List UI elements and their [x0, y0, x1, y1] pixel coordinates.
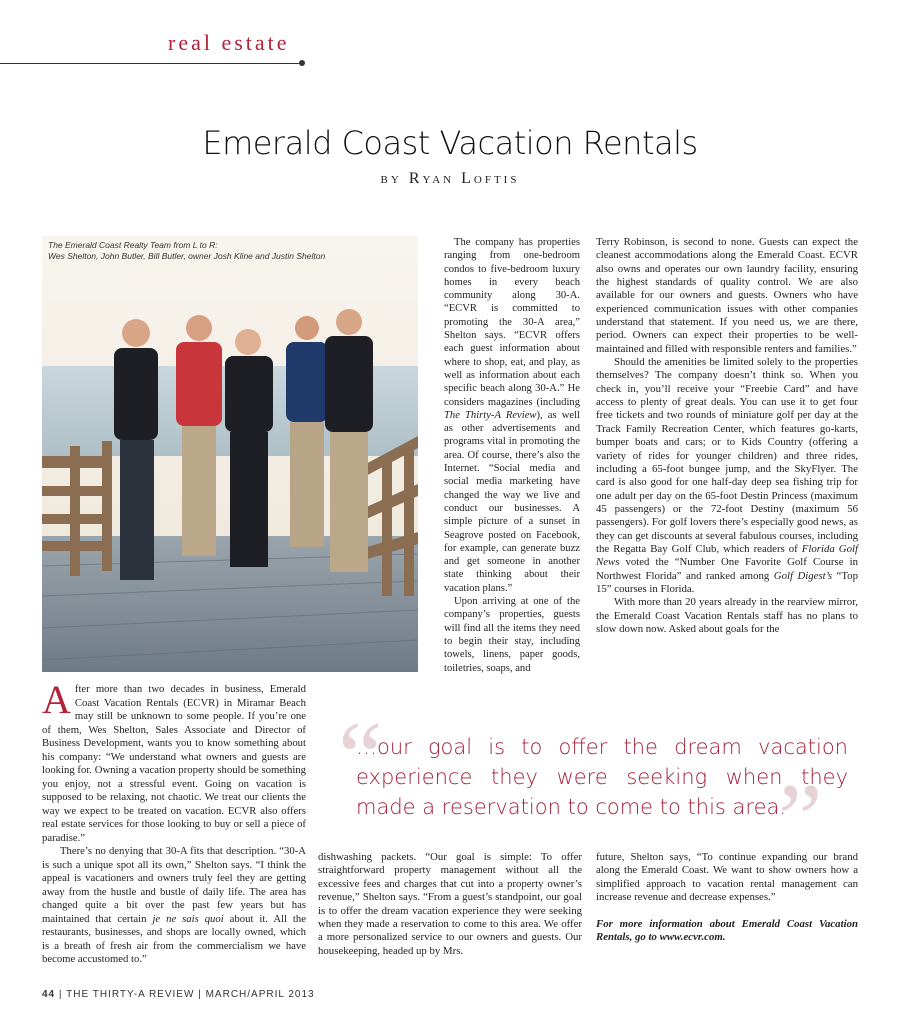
- article-column-middle-bottom: [318, 851, 582, 958]
- photo-caption: [48, 240, 348, 262]
- publication-name: The Thirty-A Review: [444, 409, 537, 421]
- photo-caption-line: The Emerald Coast Realty Team from L to R:: [48, 240, 218, 250]
- article-paragraph: [596, 356, 858, 596]
- article-paragraph: [42, 677, 306, 845]
- section-label: real estate: [168, 30, 290, 55]
- section-divider-dot: [299, 60, 305, 66]
- drop-cap: A: [42, 677, 71, 722]
- article-title: Emerald Coast Vacation Rentals: [202, 124, 698, 162]
- text-run: “Top 15” courses in Florida.: [596, 569, 858, 595]
- team-photo-illustration: [42, 236, 418, 672]
- italic-phrase: je ne sais quoi: [152, 912, 224, 925]
- publication-name: Golf Digest’s: [773, 569, 833, 582]
- text-run: about it. All the restaurants, businesses, and shops are locally owned, which is a breath of fresh air from the commercialism we have become accustomed to.”: [42, 912, 306, 965]
- article-paragraph: With more than 20 years already in the rearview mirror, the Emerald Coast Vacation Rentals staff has no plans to slow down now. Asked about goals for the: [596, 596, 858, 635]
- team-photo: [42, 236, 418, 672]
- text-run: ), as well as other advertisements and programs vital in promoting the area. Of course, there’s also the Internet. “Social media and social media marketing have changed the way we live and conduct our businesses. A simple picture of a sunset in Seagrove posted on Facebook, for example, can generate buzz and get someone in another state thinking about their vacation plans.”: [444, 409, 580, 594]
- page-footer: [42, 989, 315, 1000]
- article-column-right-top: [596, 236, 858, 636]
- article-paragraph: future, Shelton says, “To continue expanding our brand along the Emerald Coast. We want to show owners how a simplified approach to vacation rental management can increase revenue and decrease expenses.”: [596, 851, 858, 904]
- text-run: There’s no denying that 30-A fits that description. “30-A is such a unique spot all its own,” Shelton says. “I think the appeal is vacationers and owners truly feel they are getting away from the hustle and bustle of daily life. The area has changed quite a bit over the past few years but has maintained that certain: [42, 845, 306, 925]
- article-paragraph: dishwashing packets. “Our goal is simple: To offer straightforward property management without all the excessive fees and charges that cut into a property owner’s revenue,” Shelton says. “From a guest’s standpoint, our goal is to offer the dream vacation experience they were seeking when they made a reservation to come to this area. We offer a more personalized service to our owners and guests. Our housekeeping, headed up by Mrs.: [318, 851, 582, 957]
- article-byline: by Ryan Loftis: [380, 170, 520, 187]
- article-paragraph: Upon arriving at one of the company’s properties, guests will find all the items they need to begin their stay, including towels, linens, paper goods, toiletries, soaps, and: [444, 596, 580, 674]
- text-run: The company has properties ranging from one-bedroom condos to five-bedroom luxury homes in every beach community along 30-A. “ECVR is committed to promoting the 30-A area,” Shelton says. “ECVR offers each guest information about where to shop, eat, and play, as well as information about each specific beach along 30-A.” He considers magazines (including: [444, 237, 580, 408]
- text-run: Should the amenities be limited solely to the properties themselves? The company doesn’t think so. When you check in, you’ll receive your “Freebie Card” and have access to plenty of great deals. You can use it to get four free tickets and two rounds of miniature golf per day at the Track Family Recreation Center, which features go-karts, bumper boats and cars; or to Kids Country (offering a variety of rides for younger children) and three rides, including a 65-foot bungee jump, and the SkyFlyer. The card is also good for one half-day deep sea fishing trip for one adult per day on the 65-foot Destin Princess (maximum 45 passengers) or the 72-foot Destiny (maximum 56 passengers). For golf lovers there’s especially good news, as they can get discounts at several fabulous courses, including the Regatta Bay Golf Club, which readers of: [596, 356, 858, 555]
- section-divider: [0, 63, 302, 64]
- page-number: 44: [42, 989, 56, 1000]
- article-paragraph: [42, 845, 306, 967]
- pull-quote: [338, 701, 858, 874]
- article-paragraph: Terry Robinson, is second to none. Guests can expect the cleanest accommodations along the Emerald Coast. ECVR also owns and operates our own laundry facility, ensuring the highest standards of quality control. We are also available for our owners and guests. Owners who have experienced communication issues with other companies understand that statement. If you need us, we are there, period. Owners can expect their properties to be well-maintained and filled with responsible renters and families.”: [596, 236, 858, 355]
- pull-quote-text: …our goal is to offer the dream vacation experience they were seeking when they made a reservation to come to this area.: [356, 735, 848, 819]
- text-run: fter more than two decades in business, Emerald Coast Vacation Rentals (ECVR) in Miramar Beach may still be unknown to some people. If you’re one of them, Wes Shelton, Sales Associate and Director of Business Development, wants you to know something about his company: “We understand what owners and guests are looking for. Owning a vacation property should be something you enjoy, not a stressful event. Going on vacation is supposed to be relaxing, not chaotic. We treat our clients the way we expect to be treated on vacation. ECVR also offers real estate services for those looking to buy or sell a piece of paradise.”: [42, 683, 306, 844]
- footer-separator: |: [198, 989, 202, 1000]
- photo-caption-line: Wes Shelton, John Butler, Bill Butler, owner Josh Kline and Justin Shelton: [48, 251, 326, 261]
- close-quote-mark: ”: [778, 763, 823, 874]
- publication-name: Florida Golf News: [596, 542, 859, 569]
- article-column-left-bottom: [42, 677, 306, 967]
- publication-title: THE THIRTY-A REVIEW: [66, 989, 195, 1000]
- article-column-middle-top: [444, 236, 580, 675]
- issue-date: MARCH/APRIL 2013: [205, 989, 315, 1000]
- more-info-note: For more information about Emerald Coast Vacation Rentals, go to www.ecvr.com.: [596, 917, 858, 944]
- article-paragraph: [444, 236, 580, 595]
- footer-separator: |: [58, 989, 63, 1000]
- text-run: voted the “Number One Favorite Golf Course in Northwest Florida” and ranked among: [596, 556, 858, 582]
- open-quote-mark: “: [338, 701, 383, 812]
